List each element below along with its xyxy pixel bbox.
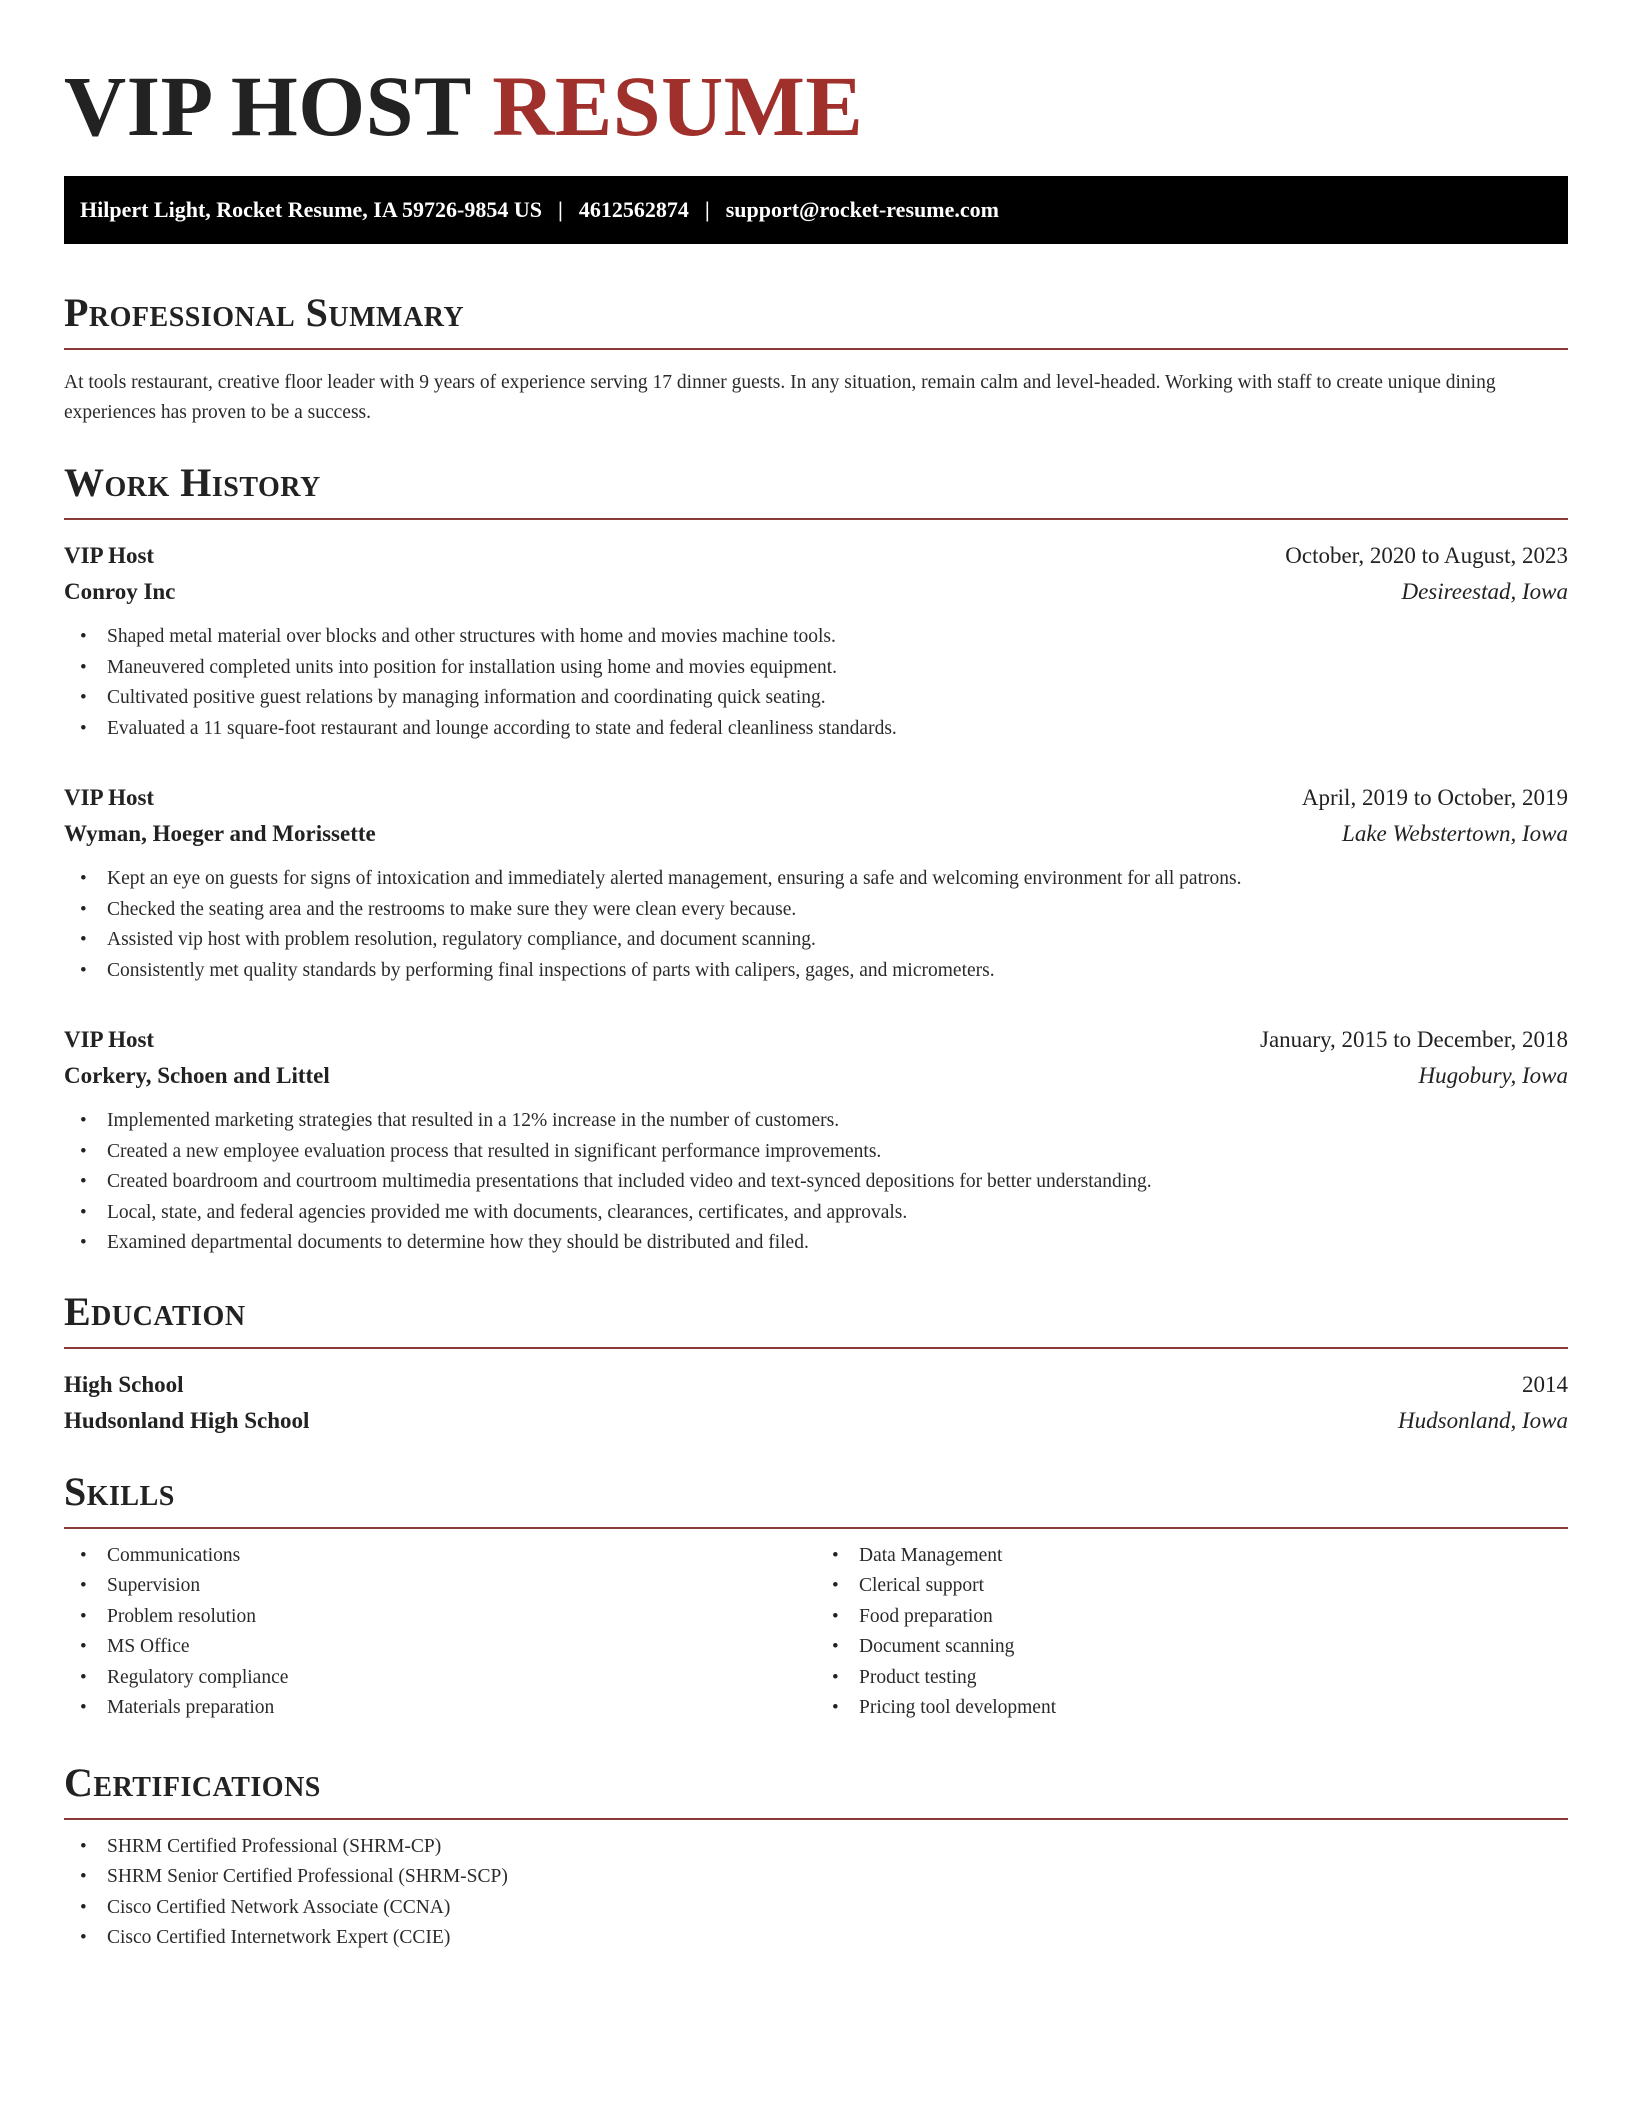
job-header-row	[64, 1022, 1568, 1058]
job-entry	[64, 780, 1568, 986]
contact-email: support@rocket-resume.com	[725, 197, 999, 222]
job-dates: January, 2015 to December, 2018	[1260, 1027, 1568, 1052]
education-year: 2014	[1522, 1371, 1568, 1397]
list-item: • Problem resolution	[64, 1602, 816, 1633]
skills-list-left	[64, 1541, 816, 1724]
education-header-row	[64, 1367, 1568, 1403]
job-company-row	[64, 816, 1568, 852]
list-item: • Cisco Certified Network Associate (CCNA)	[64, 1893, 1568, 1924]
list-item: • Cisco Certified Internetwork Expert (CCIE)	[64, 1923, 1568, 1954]
list-item: • SHRM Senior Certified Professional (SHRM-SCP)	[64, 1862, 1568, 1893]
list-item: • Data Management	[816, 1541, 1568, 1572]
skills-section	[64, 1467, 1568, 1724]
list-item: • Shaped metal material over blocks and other structures with home and movies machine tools.	[64, 622, 1568, 653]
certifications-list	[64, 1832, 1568, 1954]
list-item: • Product testing	[816, 1663, 1568, 1694]
job-entry	[64, 1022, 1568, 1259]
job-company: Corkery, Schoen and Littel	[64, 1063, 330, 1088]
section-divider	[64, 1818, 1568, 1820]
list-item: • Assisted vip host with problem resolution, regulatory compliance, and document scanning.	[64, 925, 1568, 956]
list-item: • Supervision	[64, 1571, 816, 1602]
summary-heading: Professional Summary	[64, 290, 465, 335]
list-item: • Document scanning	[816, 1632, 1568, 1663]
section-divider	[64, 348, 1568, 350]
skills-columns	[64, 1541, 1568, 1724]
list-item: • Checked the seating area and the restrooms to make sure they were clean every because.	[64, 895, 1568, 926]
job-dates: October, 2020 to August, 2023	[1285, 543, 1568, 568]
job-bullets	[64, 864, 1568, 986]
education-location: Hudsonland, Iowa	[1398, 1407, 1568, 1433]
job-header-row	[64, 780, 1568, 816]
list-item: • Consistently met quality standards by performing final inspections of parts with calipers, gages, and micrometers.	[64, 956, 1568, 987]
work-history-heading: Work History	[64, 460, 321, 505]
contact-separator: |	[557, 197, 563, 222]
job-bullets	[64, 1106, 1568, 1259]
education-heading: Education	[64, 1288, 246, 1334]
contact-bar	[64, 176, 1568, 244]
list-item: • Local, state, and federal agencies provided me with documents, clearances, certificates, and approvals.	[64, 1198, 1568, 1229]
list-item: • SHRM Certified Professional (SHRM-CP)	[64, 1832, 1568, 1863]
list-item: • Materials preparation	[64, 1693, 816, 1724]
job-company: Wyman, Hoeger and Morissette	[64, 821, 376, 846]
job-title: VIP Host	[64, 785, 155, 810]
resume-title-accent: RESUME	[492, 58, 864, 154]
list-item: • Implemented marketing strategies that resulted in a 12% increase in the number of customers.	[64, 1106, 1568, 1137]
list-item: • Pricing tool development	[816, 1693, 1568, 1724]
job-bullets	[64, 622, 1568, 744]
list-item: • Regulatory compliance	[64, 1663, 816, 1694]
job-dates: April, 2019 to October, 2019	[1301, 785, 1568, 810]
list-item: • MS Office	[64, 1632, 816, 1663]
summary-section	[64, 288, 1568, 428]
job-location: Lake Webstertown, Iowa	[1342, 821, 1568, 846]
contact-address: Hilpert Light, Rocket Resume, IA 59726-9854 US	[80, 197, 542, 222]
resume-title	[64, 0, 1568, 156]
education-section	[64, 1287, 1568, 1439]
job-title: VIP Host	[64, 1027, 155, 1052]
list-item: • Created boardroom and courtroom multimedia presentations that included video and text-synced depositions for better understanding.	[64, 1167, 1568, 1198]
summary-text: At tools restaurant, creative floor leader with 9 years of experience serving 17 dinner guests. In any situation, remain calm and level-headed. Working with staff to create unique dining experiences has proven to be a success.	[64, 372, 1496, 423]
list-item: • Kept an eye on guests for signs of intoxication and immediately alerted management, ensuring a safe and welcoming environment for all patrons.	[64, 864, 1568, 895]
list-item: • Food preparation	[816, 1602, 1568, 1633]
job-title: VIP Host	[64, 543, 155, 568]
list-item: • Evaluated a 11 square-foot restaurant and lounge according to state and federal cleanliness standards.	[64, 714, 1568, 745]
certifications-section	[64, 1758, 1568, 1954]
certifications-heading: Certifications	[64, 1759, 321, 1805]
job-location: Desireestad, Iowa	[1401, 579, 1568, 604]
contact-phone: 4612562874	[578, 197, 689, 222]
section-divider	[64, 518, 1568, 520]
list-item: • Created a new employee evaluation process that resulted in significant performance improvements.	[64, 1137, 1568, 1168]
job-company-row	[64, 574, 1568, 610]
job-entry	[64, 538, 1568, 744]
list-item: • Communications	[64, 1541, 816, 1572]
work-history-section	[64, 458, 1568, 1259]
section-divider	[64, 1347, 1568, 1349]
job-header-row	[64, 538, 1568, 574]
job-company: Conroy Inc	[64, 579, 176, 604]
list-item: • Cultivated positive guest relations by managing information and coordinating quick seating.	[64, 683, 1568, 714]
list-item: • Clerical support	[816, 1571, 1568, 1602]
skills-list-right	[816, 1541, 1568, 1724]
list-item: • Examined departmental documents to determine how they should be distributed and filed.	[64, 1228, 1568, 1259]
contact-separator: |	[704, 197, 710, 222]
resume-title-primary: VIP HOST	[64, 58, 471, 154]
section-divider	[64, 1527, 1568, 1529]
job-company-row	[64, 1058, 1568, 1094]
list-item: • Maneuvered completed units into position for installation using home and movies equipment.	[64, 653, 1568, 684]
education-entry	[64, 1367, 1568, 1439]
skills-heading: Skills	[64, 1468, 175, 1514]
education-school: Hudsonland High School	[64, 1407, 310, 1433]
job-location: Hugobury, Iowa	[1418, 1063, 1568, 1088]
education-school-row	[64, 1403, 1568, 1439]
education-degree: High School	[64, 1371, 184, 1397]
